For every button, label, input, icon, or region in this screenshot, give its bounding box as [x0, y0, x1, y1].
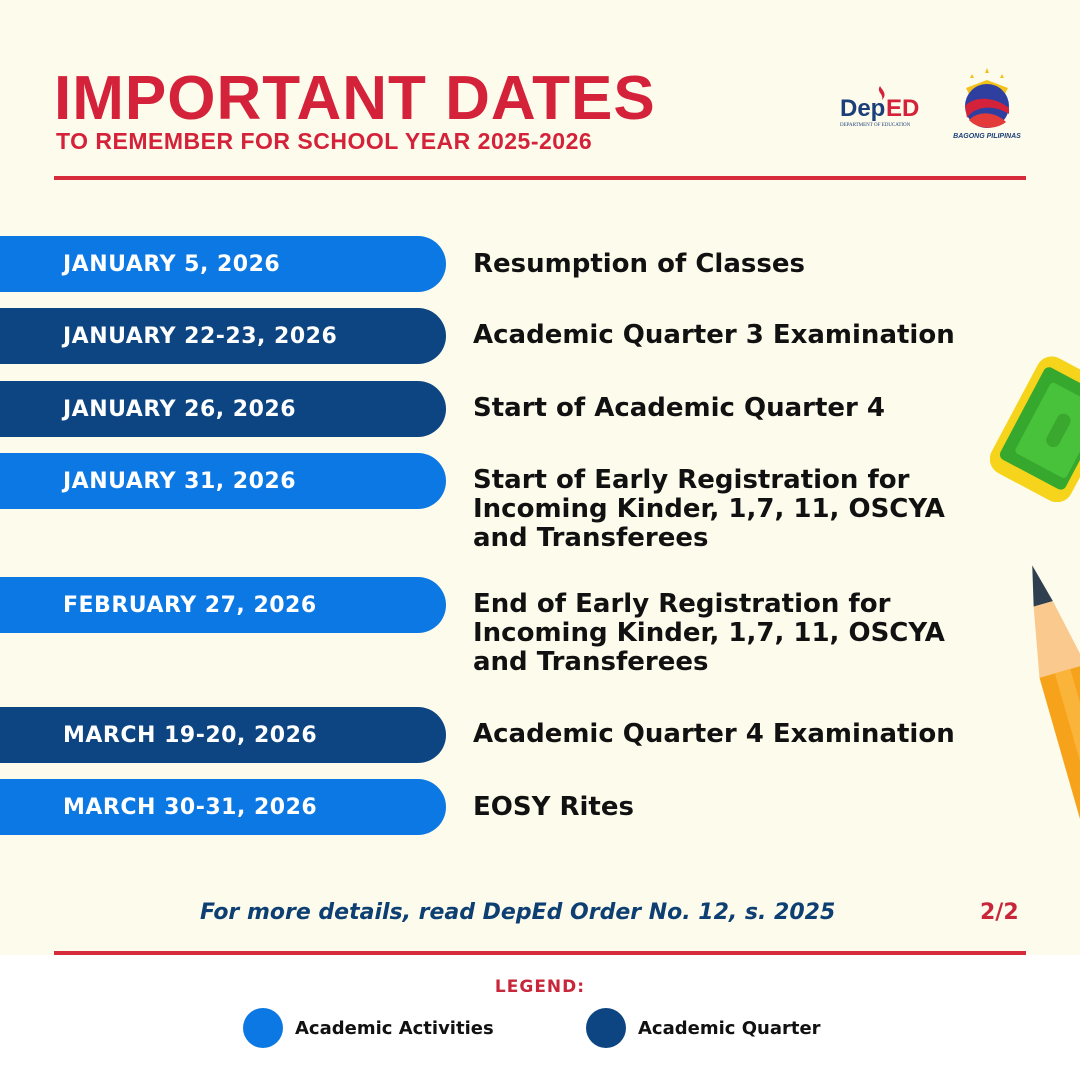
svg-text:BAGONG PILIPINAS: BAGONG PILIPINAS — [953, 133, 1021, 140]
header-divider — [54, 176, 1026, 180]
date-pill — [0, 381, 446, 437]
date-pill — [0, 577, 446, 633]
deped-logo — [838, 82, 928, 132]
date-label: MARCH 19-20, 2026 — [63, 722, 318, 748]
legend-item-quarter — [586, 1008, 821, 1048]
svg-text:DEPARTMENT OF EDUCATION: DEPARTMENT OF EDUCATION — [840, 123, 911, 128]
date-label: MARCH 30-31, 2026 — [63, 794, 318, 820]
legend-label: Academic Activities — [295, 1017, 494, 1039]
event-description: Academic Quarter 4 Examination — [473, 719, 955, 749]
event-description: Start of Early Registration for Incoming Kinder, 1,7, 11, OSCYA and Transferees — [473, 465, 945, 553]
page-subtitle: TO REMEMBER FOR SCHOOL YEAR 2025-2026 — [56, 128, 593, 154]
event-description: Start of Academic Quarter 4 — [473, 393, 886, 423]
legend-item-activities — [243, 1008, 494, 1048]
date-pill — [0, 707, 446, 763]
page-number: 2/2 — [980, 900, 1019, 925]
bagong-pilipinas-logo — [944, 66, 1030, 142]
pencil-icon — [1015, 565, 1080, 925]
quarter-color-swatch — [586, 1008, 626, 1048]
legend-label: Academic Quarter — [638, 1017, 821, 1039]
legend-title: LEGEND: — [494, 977, 586, 997]
date-pill — [0, 779, 446, 835]
svg-text:Dep: Dep — [840, 95, 886, 122]
eraser-icon — [990, 352, 1080, 502]
legend-area — [0, 955, 1080, 1080]
event-description: End of Early Registration for Incoming Kinder, 1,7, 11, OSCYA and Transferees — [473, 589, 945, 677]
svg-text:ED: ED — [886, 95, 920, 122]
date-label: JANUARY 26, 2026 — [63, 396, 297, 422]
footer-note: For more details, read DepEd Order No. 12, s. 2025 — [200, 900, 836, 925]
event-description: Academic Quarter 3 Examination — [473, 320, 955, 350]
date-label: JANUARY 22-23, 2026 — [63, 323, 338, 349]
event-description: Resumption of Classes — [473, 249, 805, 279]
date-pill — [0, 453, 446, 509]
date-label: FEBRUARY 27, 2026 — [63, 592, 317, 618]
date-pill — [0, 236, 446, 292]
event-description: EOSY Rites — [473, 792, 634, 822]
activity-color-swatch — [243, 1008, 283, 1048]
date-pill — [0, 308, 446, 364]
date-label: JANUARY 31, 2026 — [63, 468, 297, 494]
page-title: IMPORTANT DATES — [54, 64, 656, 133]
footer-divider — [54, 951, 1026, 955]
date-label: JANUARY 5, 2026 — [63, 251, 281, 277]
